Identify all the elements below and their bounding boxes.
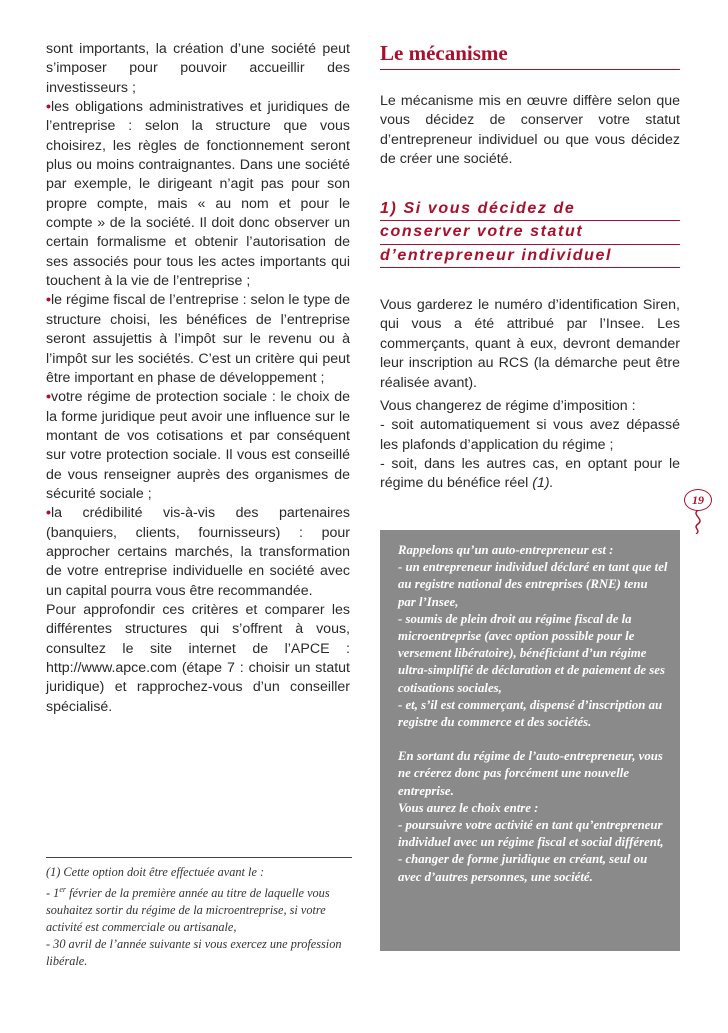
info-box-line: - poursuivre votre activité en tant qu’entrepreneur individuel avec un régime fiscal et social différent,	[398, 818, 664, 850]
subsection-title-line: conserver votre statut	[380, 221, 680, 245]
bullet-icon: •	[46, 505, 51, 522]
bullet-icon: •	[46, 99, 51, 116]
bullet-protection-sociale	[46, 388, 350, 504]
bullet-icon: •	[46, 292, 51, 309]
squiggle-ornament-icon	[686, 510, 710, 534]
footnote-line	[46, 881, 352, 936]
info-box-line: En sortant du régime de l’auto-entrepreneur, vous ne créerez donc pas forcément une nouvelle entreprise.	[398, 749, 663, 798]
bullet-obligations	[46, 98, 350, 291]
paragraph-regime-imposition: Vous changerez de régime d’imposition :	[380, 397, 636, 414]
list-item	[380, 455, 680, 494]
bullet-text: les obligations administratives et juridiques de l’entreprise : selon la structure que vous choisirez, les règles de fonctionnement seront plus ou moins contraignantes. Dans une société par exemple, le dirigeant n’agit pas pour son propre compte, mais « au nom et pour le compte » de la société. Il doit donc observer un certain formalisme et obtenir l’autorisation de ses associés pour tous les actes importants qui touchent à la vie de l’entreprise ;	[46, 99, 350, 290]
info-box	[380, 530, 680, 951]
info-box-line: - soumis de plein droit au régime fiscal de la microentreprise (avec option possible pour le versement libératoire), bénéficiant d’un régime ultra-simplifié de déclaration et de paiement de ses cotisations sociales,	[398, 611, 665, 695]
bullet-regime-fiscal	[46, 291, 350, 388]
footnote-line: - 30 avril de l’année suivante si vous exercez une profession libérale.	[46, 937, 342, 969]
footnote-line: (1) Cette option doit être effectuée avant le :	[46, 865, 265, 879]
bullet-credibilite	[46, 504, 350, 601]
info-box-line: Rappelons qu’un auto-entrepreneur est :	[398, 543, 614, 557]
info-box-line: - changer de forme juridique en créant, seul ou avec d’autres personnes, une société.	[398, 852, 648, 884]
footnote-text: - 1	[46, 886, 60, 901]
subsection-title-line: 1) Si vous décidez de	[380, 198, 680, 222]
footnote-text: février de la première année au titre de laquelle vous souhaitez sortir du régime de la microentreprise, si votre activité est commerciale ou artisanale,	[46, 886, 330, 935]
list-item: - soit automatiquement si vous avez dépassé les plafonds d’application du régime ;	[380, 417, 680, 453]
subsection-title-line: d’entrepreneur individuel	[380, 245, 680, 269]
left-column	[46, 40, 350, 717]
info-box-text	[398, 542, 668, 886]
subsection-title	[380, 198, 680, 269]
paragraph-intro-continued: sont importants, la création d’une société peut s’imposer pour pouvoir accueillir des investisseurs ;	[46, 41, 350, 96]
info-box-line: - un entrepreneur individuel déclaré en tant que tel au registre national des entreprises (RNE) tenu par l’Insee,	[398, 560, 668, 609]
paragraph-approfondir: Pour approfondir ces critères et comparer les différentes structures qui s’offrent à vous, consultez le site internet de l’APCE : http://www.apce.com (étape 7 : choisir un statut juridique) et rapprochez-vous d’un conseiller spécialisé.	[46, 601, 350, 715]
bullet-text: votre régime de protection sociale : le choix de la forme juridique peut avoir une influence sur le montant de vos cotisations et par conséquent sur votre protection sociale. Il vous est conseillé de vous renseigner auprès des organismes de sécurité sociale ;	[46, 389, 350, 502]
bullet-text: la crédibilité vis-à-vis des partenaires (banquiers, clients, fournisseurs) : pour approcher certains marchés, la transformation de votre entreprise individuelle en société avec un capital pourra vous être recommandée.	[46, 505, 350, 599]
footnote-superscript: er	[59, 885, 66, 894]
footnote-reference: (1).	[528, 475, 554, 492]
footnote	[46, 857, 352, 970]
bullet-text: le régime fiscal de l’entreprise : selon le type de structure choisi, les bénéfices de l’entreprise seront assujettis à l’impôt sur le revenu ou à l’impôt sur les sociétés. C’est un critère qui peut être important en phase de développement ;	[46, 292, 350, 386]
list-item-text: - soit, dans les autres cas, en optant pour le régime du bénéfice réel	[380, 455, 680, 492]
page-number: 19	[684, 489, 712, 511]
right-column	[380, 40, 680, 494]
paragraph-siren: Vous garderez le numéro d’identification Siren, qui vous a été attribué par l’Insee. Les commerçants, quant à eux, devront demander leur inscription au RCS (la démarche peut être réalisée avant).	[380, 297, 680, 391]
section-intro: Le mécanisme mis en œuvre diffère selon que vous décidez de conserver votre statut d’entrepreneur individuel ou que vous décidez de créer une société.	[380, 93, 680, 168]
info-box-line: - et, s’il est commerçant, dispensé d’inscription au registre du commerce et des sociétés.	[398, 697, 663, 730]
section-title: Le mécanisme	[380, 40, 680, 70]
info-box-line: Vous aurez le choix entre :	[398, 800, 539, 815]
bullet-icon: •	[46, 389, 51, 406]
